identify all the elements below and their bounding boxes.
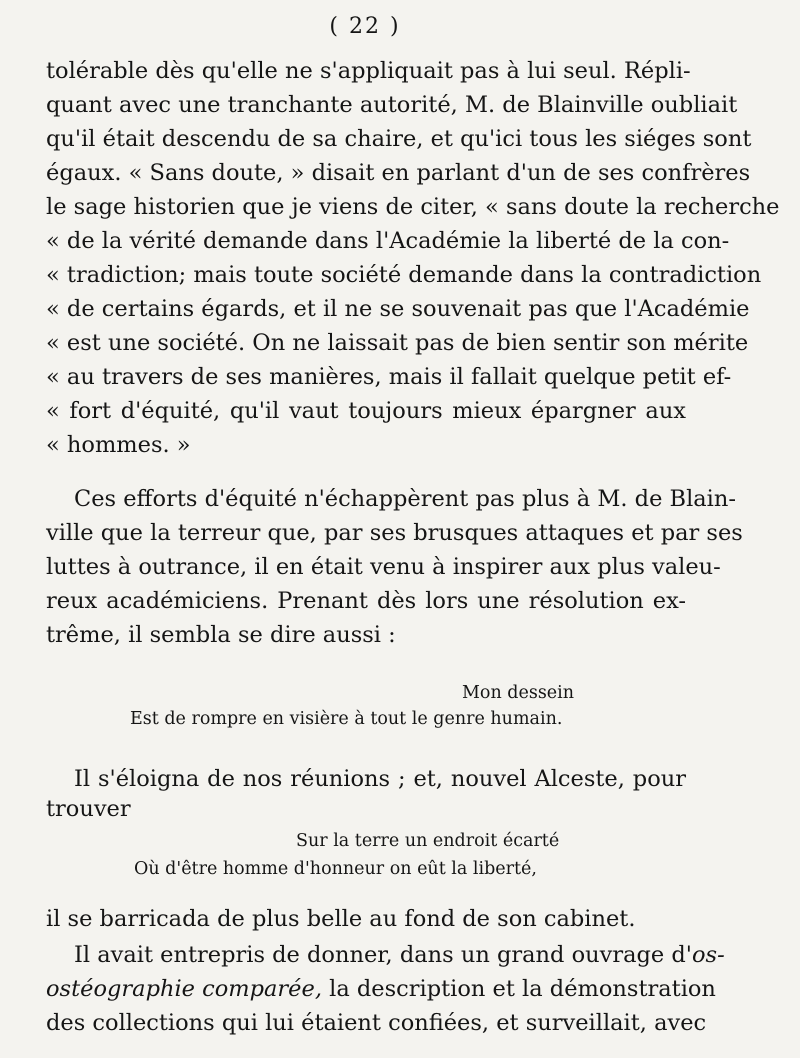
text-line: Il s'éloigna de nos réunions ; et, nouvel Alceste, pour: [74, 766, 686, 792]
text-line: reux académiciens. Prenant dès lors une résolution ex-: [46, 588, 686, 614]
text-line: Il avait entrepris de donner, dans un grand ouvrage d'os-: [74, 942, 725, 968]
text-line: « de la vérité demande dans l'Académie la liberté de la con-: [46, 228, 730, 254]
text-line: des collections qui lui étaient confiées, et surveillait, avec: [46, 1010, 707, 1036]
text-line: ville que la terreur que, par ses brusques attaques et par ses: [46, 520, 743, 546]
verse-line: Sur la terre un endroit écarté: [296, 831, 560, 851]
text-line: Ces efforts d'équité n'échappèrent pas plus à M. de Blain-: [74, 486, 736, 512]
verse-line: Est de rompre en visière à tout le genre humain.: [130, 709, 563, 729]
text-line: « hommes. »: [46, 432, 191, 458]
text-line: « est une société. On ne laissait pas de bien sentir son mérite: [46, 330, 749, 356]
text-line: « au travers de ses manières, mais il fallait quelque petit ef-: [46, 364, 732, 390]
text-line: quant avec une tranchante autorité, M. de Blainville oubliait: [46, 92, 738, 118]
text-line: trouver: [46, 796, 131, 822]
text-line: « tradiction; mais toute société demande dans la contradiction: [46, 262, 762, 288]
text-line: luttes à outrance, il en était venu à inspirer aux plus valeu-: [46, 554, 721, 580]
text-line: égaux. « Sans doute, » disait en parlant d'un de ses confrères: [46, 160, 751, 186]
text-line: il se barricada de plus belle au fond de son cabinet.: [46, 906, 636, 932]
text-line: qu'il était descendu de sa chaire, et qu'ici tous les siéges sont: [46, 126, 752, 152]
text-line: ostéographie comparée, la description et la démonstration: [46, 976, 716, 1002]
text-line: tolérable dès qu'elle ne s'appliquait pas à lui seul. Répli-: [46, 58, 691, 84]
text-line: « fort d'équité, qu'il vaut toujours mieux épargner aux: [46, 398, 686, 424]
verse-line: Mon dessein: [462, 683, 575, 703]
verse-line: Où d'être homme d'honneur on eût la liberté,: [134, 859, 537, 879]
text-line: le sage historien que je viens de citer, « sans doute la recherche: [46, 194, 780, 220]
page-number: ( 22 ): [329, 14, 401, 39]
text-line: trême, il sembla se dire aussi :: [46, 622, 396, 648]
text-line: « de certains égards, et il ne se souvenait pas que l'Académie: [46, 296, 750, 322]
